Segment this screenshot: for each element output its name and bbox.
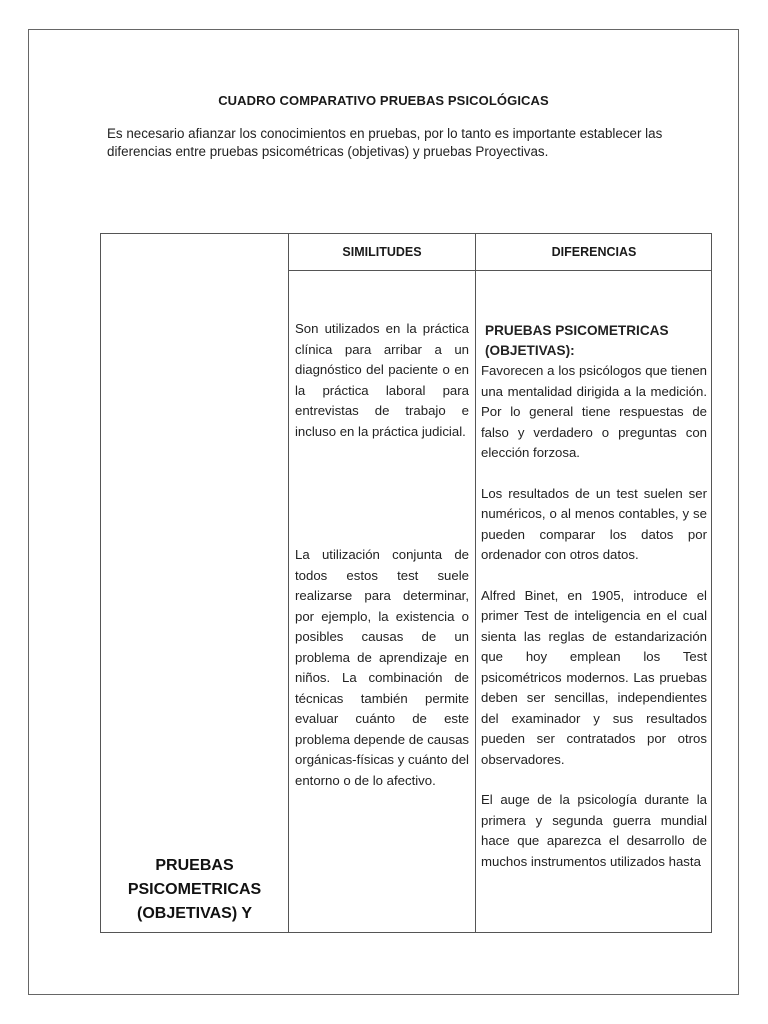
page-title: CUADRO COMPARATIVO PRUEBAS PSICOLÓGICAS <box>218 93 549 108</box>
header-similitudes: SIMILITUDES <box>342 245 422 259</box>
diferencias-paragraph-4: El auge de la psicología durante la primera y segunda guerra mundial hace que aparezca el desarrollo de muchos instrumentos utilizados hasta <box>481 792 707 869</box>
diferencias-paragraph-2: Los resultados de un test suelen ser numéricos, o al menos contables, y se pueden comparar los datos por ordenador con otros datos. <box>481 485 707 562</box>
row-label: PRUEBAS PSICOMETRICAS (OBJETIVAS) Y <box>127 857 262 922</box>
document-page <box>28 29 739 995</box>
header-rule <box>288 270 711 271</box>
column-divider <box>475 234 476 932</box>
diferencias-paragraph-1: Favorecen a los psicólogos que tienen una mentalidad dirigida a la medición. Por lo general tiene respuestas de falso y verdadero o preguntas con elección forzosa. <box>481 363 707 460</box>
column-divider <box>288 234 289 932</box>
similitud-paragraph-2: La utilización conjunta de todos estos test suele realizarse para determinar, por ejemplo, la existencia o posibles causas de un problema de aprendizaje en niños. La combinación de técnicas también permite evaluar cuánto de este problema depende de causas orgánicas-físicas y cuánto del entorno o de lo afectivo. <box>295 547 469 788</box>
header-empty <box>101 234 288 270</box>
similitud-paragraph-1: Son utilizados en la práctica clínica para arribar a un diagnóstico del paciente o en la práctica laboral para entrevistas de trabajo e incluso en la práctica judicial. <box>295 321 469 439</box>
diferencias-heading: PRUEBAS PSICOMETRICAS (OBJETIVAS): <box>485 323 669 358</box>
header-diferencias: DIFERENCIAS <box>551 245 637 259</box>
diferencias-paragraph-3: Alfred Binet, en 1905, introduce el primer Test de inteligencia en el cual sienta las reglas de estandarización que hoy emplean los Test psicométricos modernos. Las pruebas deben ser sencillas, independientes del examinador y sus resultados pueden ser contratados por otros observadores. <box>481 587 707 767</box>
diferencias-cell <box>481 321 707 872</box>
intro-paragraph: Es necesario afianzar los conocimientos en pruebas, por lo tanto es importante establecer las diferencias entre pruebas psicométricas (objetivas) y pruebas Proyectivas. <box>107 126 663 159</box>
comparison-table <box>100 233 712 933</box>
